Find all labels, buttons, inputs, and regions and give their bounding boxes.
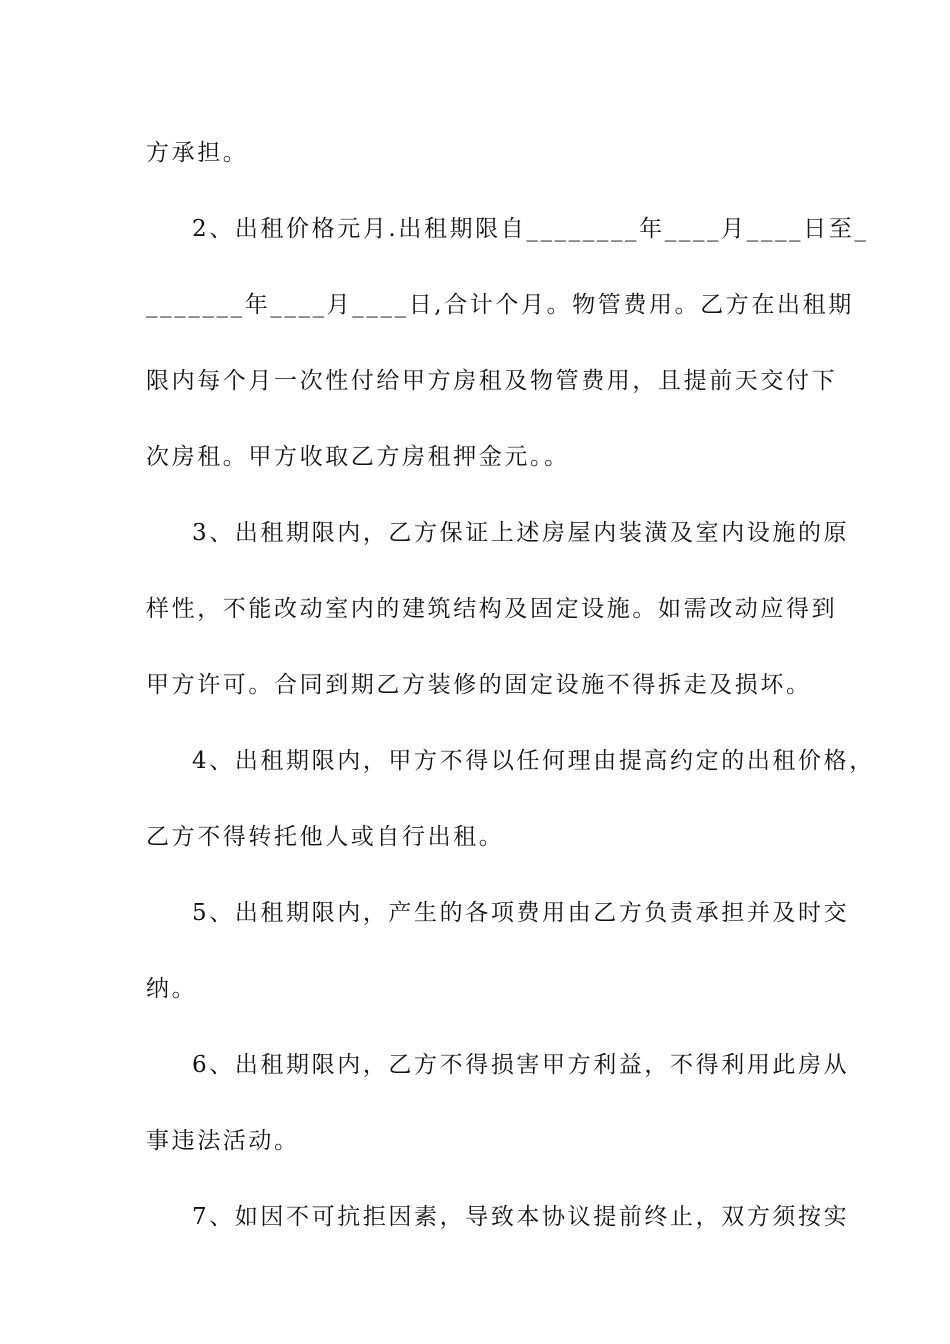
text-line: 样性，不能改动室内的建筑结构及固定设施。如需改动应得到 [146, 596, 838, 622]
text-line: 甲方许可。合同到期乙方装修的固定设施不得拆走及损坏。 [146, 672, 812, 698]
text-line: _______年____月____日,合计个月。物管费用。乙方在出租期 [146, 292, 854, 318]
text-line: 次房租。甲方收取乙方房租押金元。。 [146, 444, 570, 470]
text-line: 3、出租期限内，乙方保证上述房屋内装潢及室内设施的原 [192, 520, 850, 546]
text-line: 2、出租价格元月.出租期限自________年____月____日至_ [192, 216, 869, 242]
text-line: 限内每个月一次性付给甲方房租及物管费用，且提前天交付下 [146, 368, 838, 394]
text-line: 乙方不得转托他人或自行出租。 [146, 824, 505, 850]
text-line: 方承担。 [146, 140, 249, 166]
text-line: 5、出租期限内，产生的各项费用由乙方负责承担并及时交 [192, 900, 850, 926]
text-line: 4、出租期限内，甲方不得以任何理由提高约定的出租价格， [192, 748, 875, 774]
text-line: 7、如因不可抗拒因素，导致本协议提前终止，双方须按实 [192, 1204, 850, 1230]
text-line: 6、出租期限内，乙方不得损害甲方利益，不得利用此房从 [192, 1052, 850, 1078]
document-body [146, 130, 875, 1270]
text-line: 纳。 [146, 976, 198, 1002]
text-line: 事违法活动。 [146, 1128, 300, 1154]
